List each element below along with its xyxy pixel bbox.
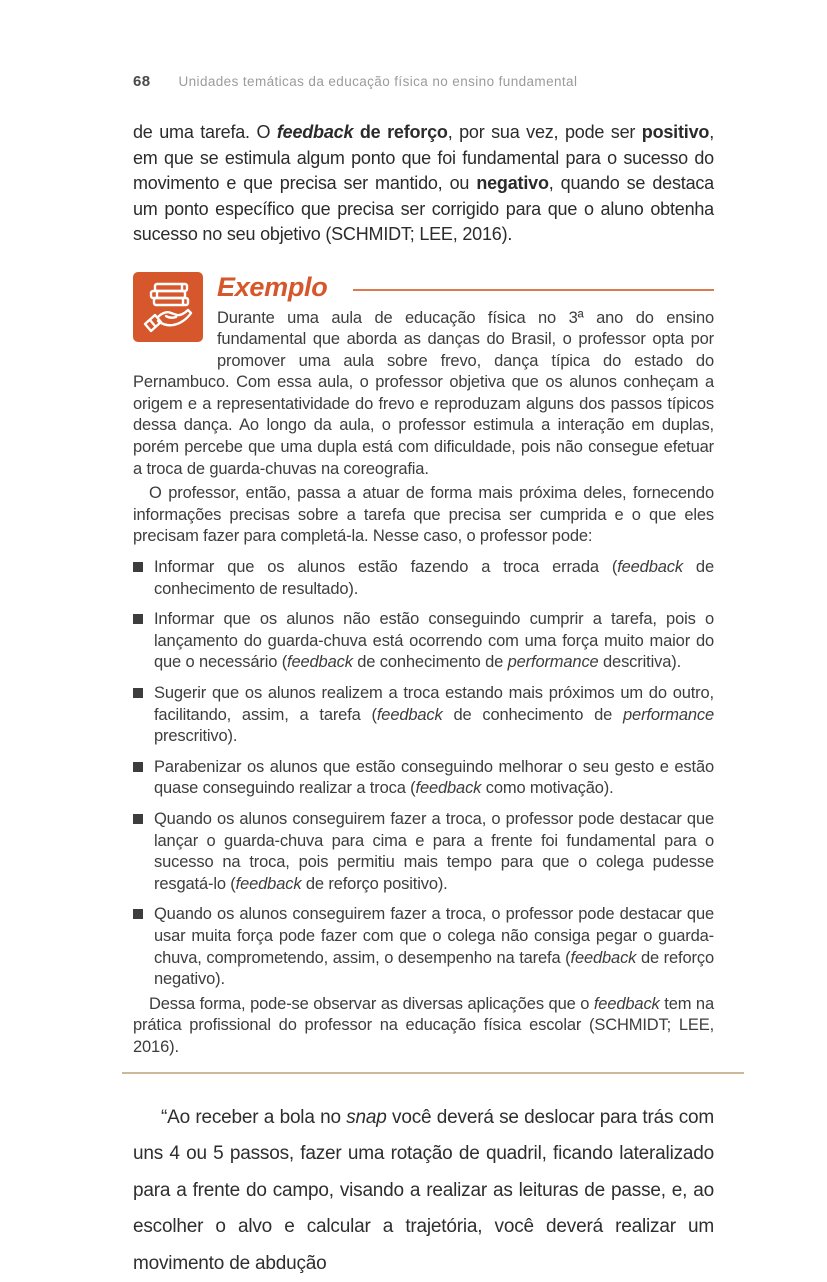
bullet-text: Quando os alunos conseguirem fazer a troca, o professor pode destacar que usar muita força pode fazer com que o colega não consiga pegar o guarda-chuva, comprometendo, assim, o desempenho na tarefa (: [154, 905, 714, 966]
page-number: 68: [133, 73, 151, 90]
snap-term: snap: [346, 1107, 386, 1128]
bullet-text: de conhecimento de resultado).: [154, 558, 714, 598]
example-bullet-list: [133, 557, 714, 991]
bullet-text: de conhecimento de: [443, 706, 623, 724]
example-closing-paragraph: [133, 994, 714, 1059]
example-paragraph-1: Durante uma aula de educação física no 3ª ano do ensino fundamental que aborda as danças do Brasil, o professor opta por promover uma aula sobre frevo, dança típica do estado do Pernambuco. Com essa aula, o professor objetiva que os alunos conheçam a origem e a representatividade do frevo e reproduzam alguns dos passos típicos dessa dança. Ao longo da aula, o professor estimula a interação em duplas, porém percebe que uma dupla está com dificuldade, pois não consegue efetuar a troca de guarda-chuvas na coreografia.: [133, 308, 714, 481]
bullet-text: como motivação).: [481, 779, 613, 797]
intro-paragraph: [133, 120, 714, 248]
intro-text: , quando se destaca um ponto específico que precisa ser corrigido para que o aluno obtenha sucesso no seu objetivo (SCHMIDT; LEE, 2016).: [133, 173, 714, 244]
bullet-item: [133, 904, 714, 990]
example-divider: [122, 1072, 744, 1074]
bullet-text: de reforço positivo).: [301, 875, 447, 893]
closing-text: Dessa forma, pode-se observar as diversas aplicações que o: [149, 995, 594, 1013]
page-header: [133, 73, 714, 90]
running-title: Unidades temáticas da educação física no ensino fundamental: [179, 74, 578, 89]
positivo-term: positivo: [642, 122, 709, 142]
performance-term: performance: [508, 653, 599, 671]
feedback-term: feedback: [377, 706, 443, 724]
quote-text: você deverá se deslocar para trás com uns 4 ou 5 passos, fazer uma rotação de quadril, ficando lateralizado para a frente do campo, visando a realizar as leituras de passe, e, ao escolher o alvo e calcular a trajetória, você deverá realizar um movimento de abdução: [133, 1107, 714, 1274]
bullet-text: Quando os alunos conseguirem fazer a troca, o professor pode destacar que lançar o guarda-chuva para cima e para a frente foi fundamental para o sucesso na troca, pois permitiu mais tempo para que o colega pudesse resgatá-lo (: [154, 810, 714, 893]
feedback-term: feedback: [287, 653, 353, 671]
example-title-row: [217, 272, 714, 304]
bullet-item: [133, 809, 714, 895]
bullet-text: de reforço negativo).: [154, 949, 714, 989]
feedback-term: feedback: [416, 779, 482, 797]
page-content: [133, 0, 714, 1282]
intro-text: de uma tarefa. O: [133, 122, 277, 142]
example-title: Exemplo: [217, 272, 327, 303]
quote-paragraph: [133, 1100, 714, 1282]
bullet-square-icon: [133, 614, 143, 624]
bullet-text: Informar que os alunos estão fazendo a troca errada (: [154, 558, 617, 576]
bullet-item: [133, 609, 714, 674]
bullet-item: [133, 757, 714, 800]
bullet-text: prescritivo).: [154, 727, 237, 745]
bullet-square-icon: [133, 562, 143, 572]
feedback-term: feedback: [236, 875, 302, 893]
bullet-item: [133, 557, 714, 600]
intro-text: , em que se estimula algum ponto que foi fundamental para o sucesso do movimento e que precisa ser mantido, ou: [133, 122, 714, 193]
feedback-term: feedback: [617, 558, 683, 576]
quote-text: “Ao receber a bola no: [161, 1107, 346, 1128]
bullet-square-icon: [133, 814, 143, 824]
closing-text: tem na prática profissional do professor na educação física escolar (SCHMIDT; LEE, 2016).: [133, 995, 714, 1056]
feedback-term: feedback: [571, 949, 637, 967]
bullet-text: descritiva).: [599, 653, 681, 671]
negativo-term: negativo: [476, 173, 548, 193]
bullet-text: Parabenizar os alunos que estão conseguindo melhorar o seu gesto e estão quase conseguindo realizar a troca (: [154, 758, 714, 798]
hand-holding-books-icon: [133, 272, 203, 342]
bullet-square-icon: [133, 909, 143, 919]
bullet-text: de conhecimento de: [353, 653, 508, 671]
example-paragraph-2: O professor, então, passa a atuar de forma mais próxima deles, fornecendo informações precisas sobre a tarefa que precisa ser cumprida e o que eles precisam fazer para completá-la. Nesse caso, o professor pode:: [133, 483, 714, 548]
bullet-text: Informar que os alunos não estão conseguindo cumprir a tarefa, pois o lançamento do guarda-chuva está ocorrendo com uma força muito maior do que o necessário (: [154, 610, 714, 671]
feedback-term: feedback: [594, 995, 660, 1013]
example-section: [133, 272, 714, 1074]
feedback-term: feedback: [277, 122, 353, 142]
bullet-item: [133, 683, 714, 748]
performance-term: performance: [623, 706, 714, 724]
bullet-text: Sugerir que os alunos realizem a troca estando mais próximos um do outro, facilitando, assim, a tarefa (: [154, 684, 714, 724]
reforco-term: de reforço: [353, 122, 447, 142]
bullet-square-icon: [133, 688, 143, 698]
example-title-rule: [353, 289, 714, 291]
bullet-square-icon: [133, 762, 143, 772]
intro-text: , por sua vez, pode ser: [448, 122, 642, 142]
